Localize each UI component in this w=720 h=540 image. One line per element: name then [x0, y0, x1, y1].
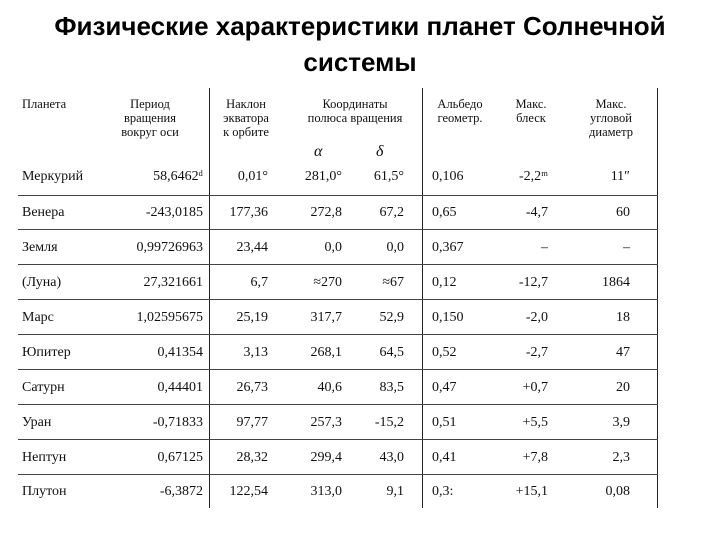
cell-planet: Марс [22, 310, 54, 325]
row-divider [18, 369, 658, 370]
cell-delta: -15,2 [374, 415, 404, 430]
cell-diam: 47 [616, 345, 630, 360]
cell-tilt: 3,13 [243, 345, 268, 360]
cell-tilt: 25,19 [236, 310, 268, 325]
row-divider [18, 299, 658, 300]
header-rotation-period: Период вращения вокруг оси [121, 97, 179, 139]
header-pole-coordinates: Координаты полюса вращения [307, 97, 403, 125]
cell-alpha: 313,0 [310, 484, 342, 499]
cell-period: 0,67125 [157, 450, 203, 465]
row-divider [18, 439, 658, 440]
cell-mag: – [541, 240, 548, 255]
header-axial-tilt: Наклон экватора к орбите [223, 97, 269, 139]
cell-alpha: 281,0° [304, 169, 342, 184]
cell-planet: Уран [22, 415, 52, 430]
cell-planet: Венера [22, 205, 65, 220]
cell-albedo: 0,51 [432, 415, 457, 430]
cell-tilt: 28,32 [236, 450, 268, 465]
header-alpha: α [314, 143, 323, 160]
cell-tilt: 177,36 [229, 205, 268, 220]
cell-albedo: 0,106 [432, 169, 464, 184]
cell-diam: 11″ [610, 169, 630, 184]
row-divider [18, 404, 658, 405]
cell-alpha: 299,4 [310, 450, 342, 465]
cell-alpha: ≈270 [313, 275, 342, 290]
cell-alpha: 40,6 [317, 380, 342, 395]
cell-period: 58,6462ᵈ [153, 169, 203, 184]
slide-title-line-2: системы [303, 47, 417, 77]
cell-planet: Сатурн [22, 380, 65, 395]
cell-tilt: 97,77 [236, 415, 268, 430]
cell-delta: 52,9 [379, 310, 404, 325]
cell-mag: -2,7 [525, 345, 548, 360]
cell-period: -0,71833 [152, 415, 203, 430]
cell-alpha: 272,8 [310, 205, 342, 220]
cell-alpha: 268,1 [310, 345, 342, 360]
cell-diam: 3,9 [612, 415, 630, 430]
cell-delta: ≈67 [382, 275, 404, 290]
cell-delta: 9,1 [386, 484, 404, 499]
cell-alpha: 0,0 [324, 240, 342, 255]
cell-planet: (Луна) [22, 275, 62, 290]
row-divider [18, 474, 658, 475]
cell-period: 1,02595675 [136, 310, 203, 325]
slide-title-line-1: Физические характеристики планет Солнечной [54, 11, 666, 41]
cell-delta: 0,0 [386, 240, 404, 255]
cell-albedo: 0,150 [432, 310, 464, 325]
cell-diam: 60 [616, 205, 630, 220]
column-divider [422, 88, 423, 508]
header-planet: Планета [22, 97, 67, 111]
cell-mag: +7,8 [522, 450, 548, 465]
cell-albedo: 0,52 [432, 345, 457, 360]
row-divider [18, 264, 658, 265]
cell-tilt: 26,73 [236, 380, 268, 395]
cell-tilt: 6,7 [250, 275, 268, 290]
cell-diam: 20 [616, 380, 630, 395]
cell-mag: +15,1 [515, 484, 548, 499]
row-divider [18, 334, 658, 335]
row-divider [18, 195, 658, 196]
cell-albedo: 0,367 [432, 240, 464, 255]
table-right-border [657, 88, 658, 508]
cell-period: 0,41354 [157, 345, 203, 360]
cell-delta: 64,5 [379, 345, 404, 360]
cell-albedo: 0,47 [432, 380, 457, 395]
column-divider [209, 88, 210, 508]
cell-mag: +0,7 [522, 380, 548, 395]
cell-diam: 1864 [602, 275, 630, 290]
cell-alpha: 257,3 [310, 415, 342, 430]
cell-albedo: 0,12 [432, 275, 457, 290]
cell-period: -6,3872 [159, 484, 203, 499]
cell-planet: Юпитер [22, 345, 71, 360]
cell-period: 27,321661 [143, 275, 203, 290]
cell-diam: 2,3 [612, 450, 630, 465]
cell-mag: +5,5 [522, 415, 548, 430]
cell-albedo: 0,41 [432, 450, 457, 465]
cell-tilt: 23,44 [236, 240, 268, 255]
row-divider [18, 229, 658, 230]
cell-tilt: 122,54 [229, 484, 268, 499]
cell-mag: -2,0 [525, 310, 548, 325]
header-delta: δ [376, 143, 384, 160]
header-max-angular-diameter: Макс. угловой диаметр [589, 97, 633, 139]
cell-diam: 0,08 [605, 484, 630, 499]
cell-tilt: 0,01° [237, 169, 268, 184]
header-max-magnitude: Макс. блеск [515, 97, 547, 125]
cell-planet: Меркурий [22, 169, 84, 184]
cell-delta: 83,5 [379, 380, 404, 395]
cell-planet: Плутон [22, 484, 67, 499]
cell-delta: 67,2 [379, 205, 404, 220]
cell-alpha: 317,7 [310, 310, 342, 325]
cell-mag: -12,7 [518, 275, 548, 290]
cell-period: 0,99726963 [136, 240, 203, 255]
cell-diam: 18 [616, 310, 630, 325]
cell-delta: 61,5° [373, 169, 404, 184]
header-albedo: Альбедо геометр. [437, 97, 483, 125]
cell-mag: -4,7 [525, 205, 548, 220]
cell-mag: -2,2ᵐ [518, 169, 548, 184]
cell-delta: 43,0 [379, 450, 404, 465]
cell-planet: Земля [22, 240, 58, 255]
cell-diam: – [623, 240, 630, 255]
cell-albedo: 0,3: [432, 484, 454, 499]
cell-planet: Нептун [22, 450, 67, 465]
cell-period: 0,44401 [157, 380, 203, 395]
cell-period: -243,0185 [145, 205, 203, 220]
cell-albedo: 0,65 [432, 205, 457, 220]
